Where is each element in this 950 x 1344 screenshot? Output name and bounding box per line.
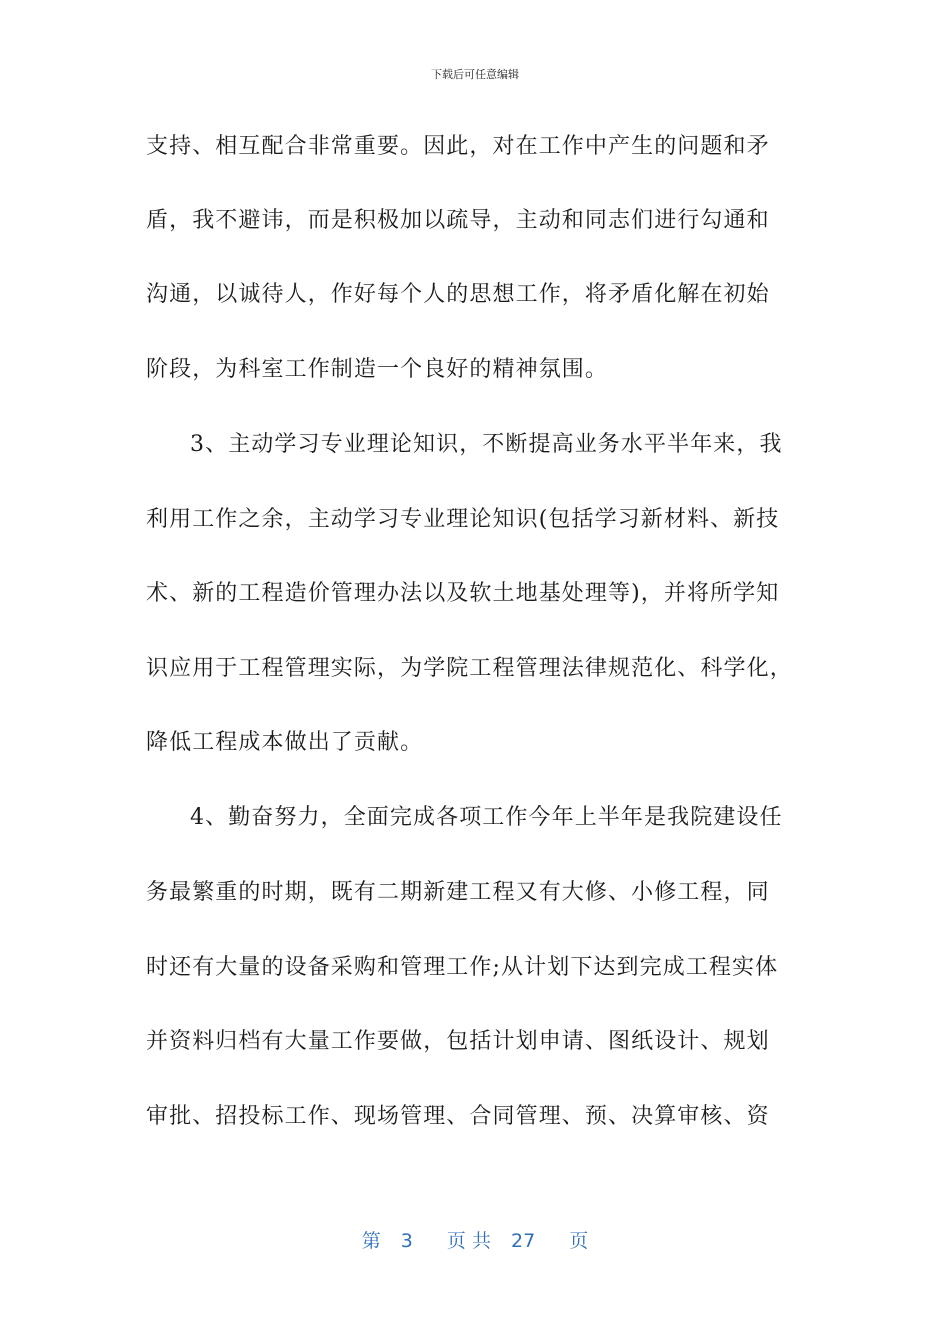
- body-line: 时还有大量的设备采购和管理工作;从计划下达到完成工程实体: [146, 955, 779, 980]
- footer-prefix: 第: [361, 1230, 381, 1252]
- paragraph-start-line: 4、勤奋努力，全面完成各项工作今年上半年是我院建设任: [190, 805, 783, 830]
- body-line: 盾，我不避讳，而是积极加以疏导，主动和同志们进行勾通和: [146, 208, 770, 233]
- total-pages-number: 27: [511, 1230, 536, 1252]
- body-line: 审批、招投标工作、现场管理、合同管理、预、决算审核、资: [146, 1104, 770, 1129]
- body-line: 术、新的工程造价管理办法以及软土地基处理等)，并将所学知: [146, 581, 780, 606]
- body-line: 支持、相互配合非常重要。因此，对在工作中产生的问题和矛: [146, 134, 770, 159]
- header-note: 下载后可任意编辑: [431, 68, 519, 81]
- footer-middle: 页 共: [446, 1230, 491, 1252]
- body-line: 沟通，以诚待人，作好每个人的思想工作，将矛盾化解在初始: [146, 282, 770, 307]
- current-page-number: 3: [400, 1230, 413, 1252]
- body-line: 阶段，为科室工作制造一个良好的精神氛围。: [146, 357, 609, 382]
- footer-suffix: 页: [569, 1230, 589, 1252]
- body-line: 利用工作之余，主动学习专业理论知识(包括学习新材料、新技: [146, 507, 780, 532]
- body-line: 降低工程成本做出了贡献。: [146, 730, 424, 755]
- page-footer: [0, 1226, 950, 1253]
- body-line: 识应用于工程管理实际，为学院工程管理法律规范化、科学化，: [146, 656, 793, 681]
- body-line: 务最繁重的时期，既有二期新建工程又有大修、小修工程，同: [146, 880, 770, 905]
- paragraph-start-line: 3、主动学习专业理论知识，不断提高业务水平半年来，我: [190, 432, 783, 457]
- body-line: 并资料归档有大量工作要做，包括计划申请、图纸设计、规划: [146, 1029, 770, 1054]
